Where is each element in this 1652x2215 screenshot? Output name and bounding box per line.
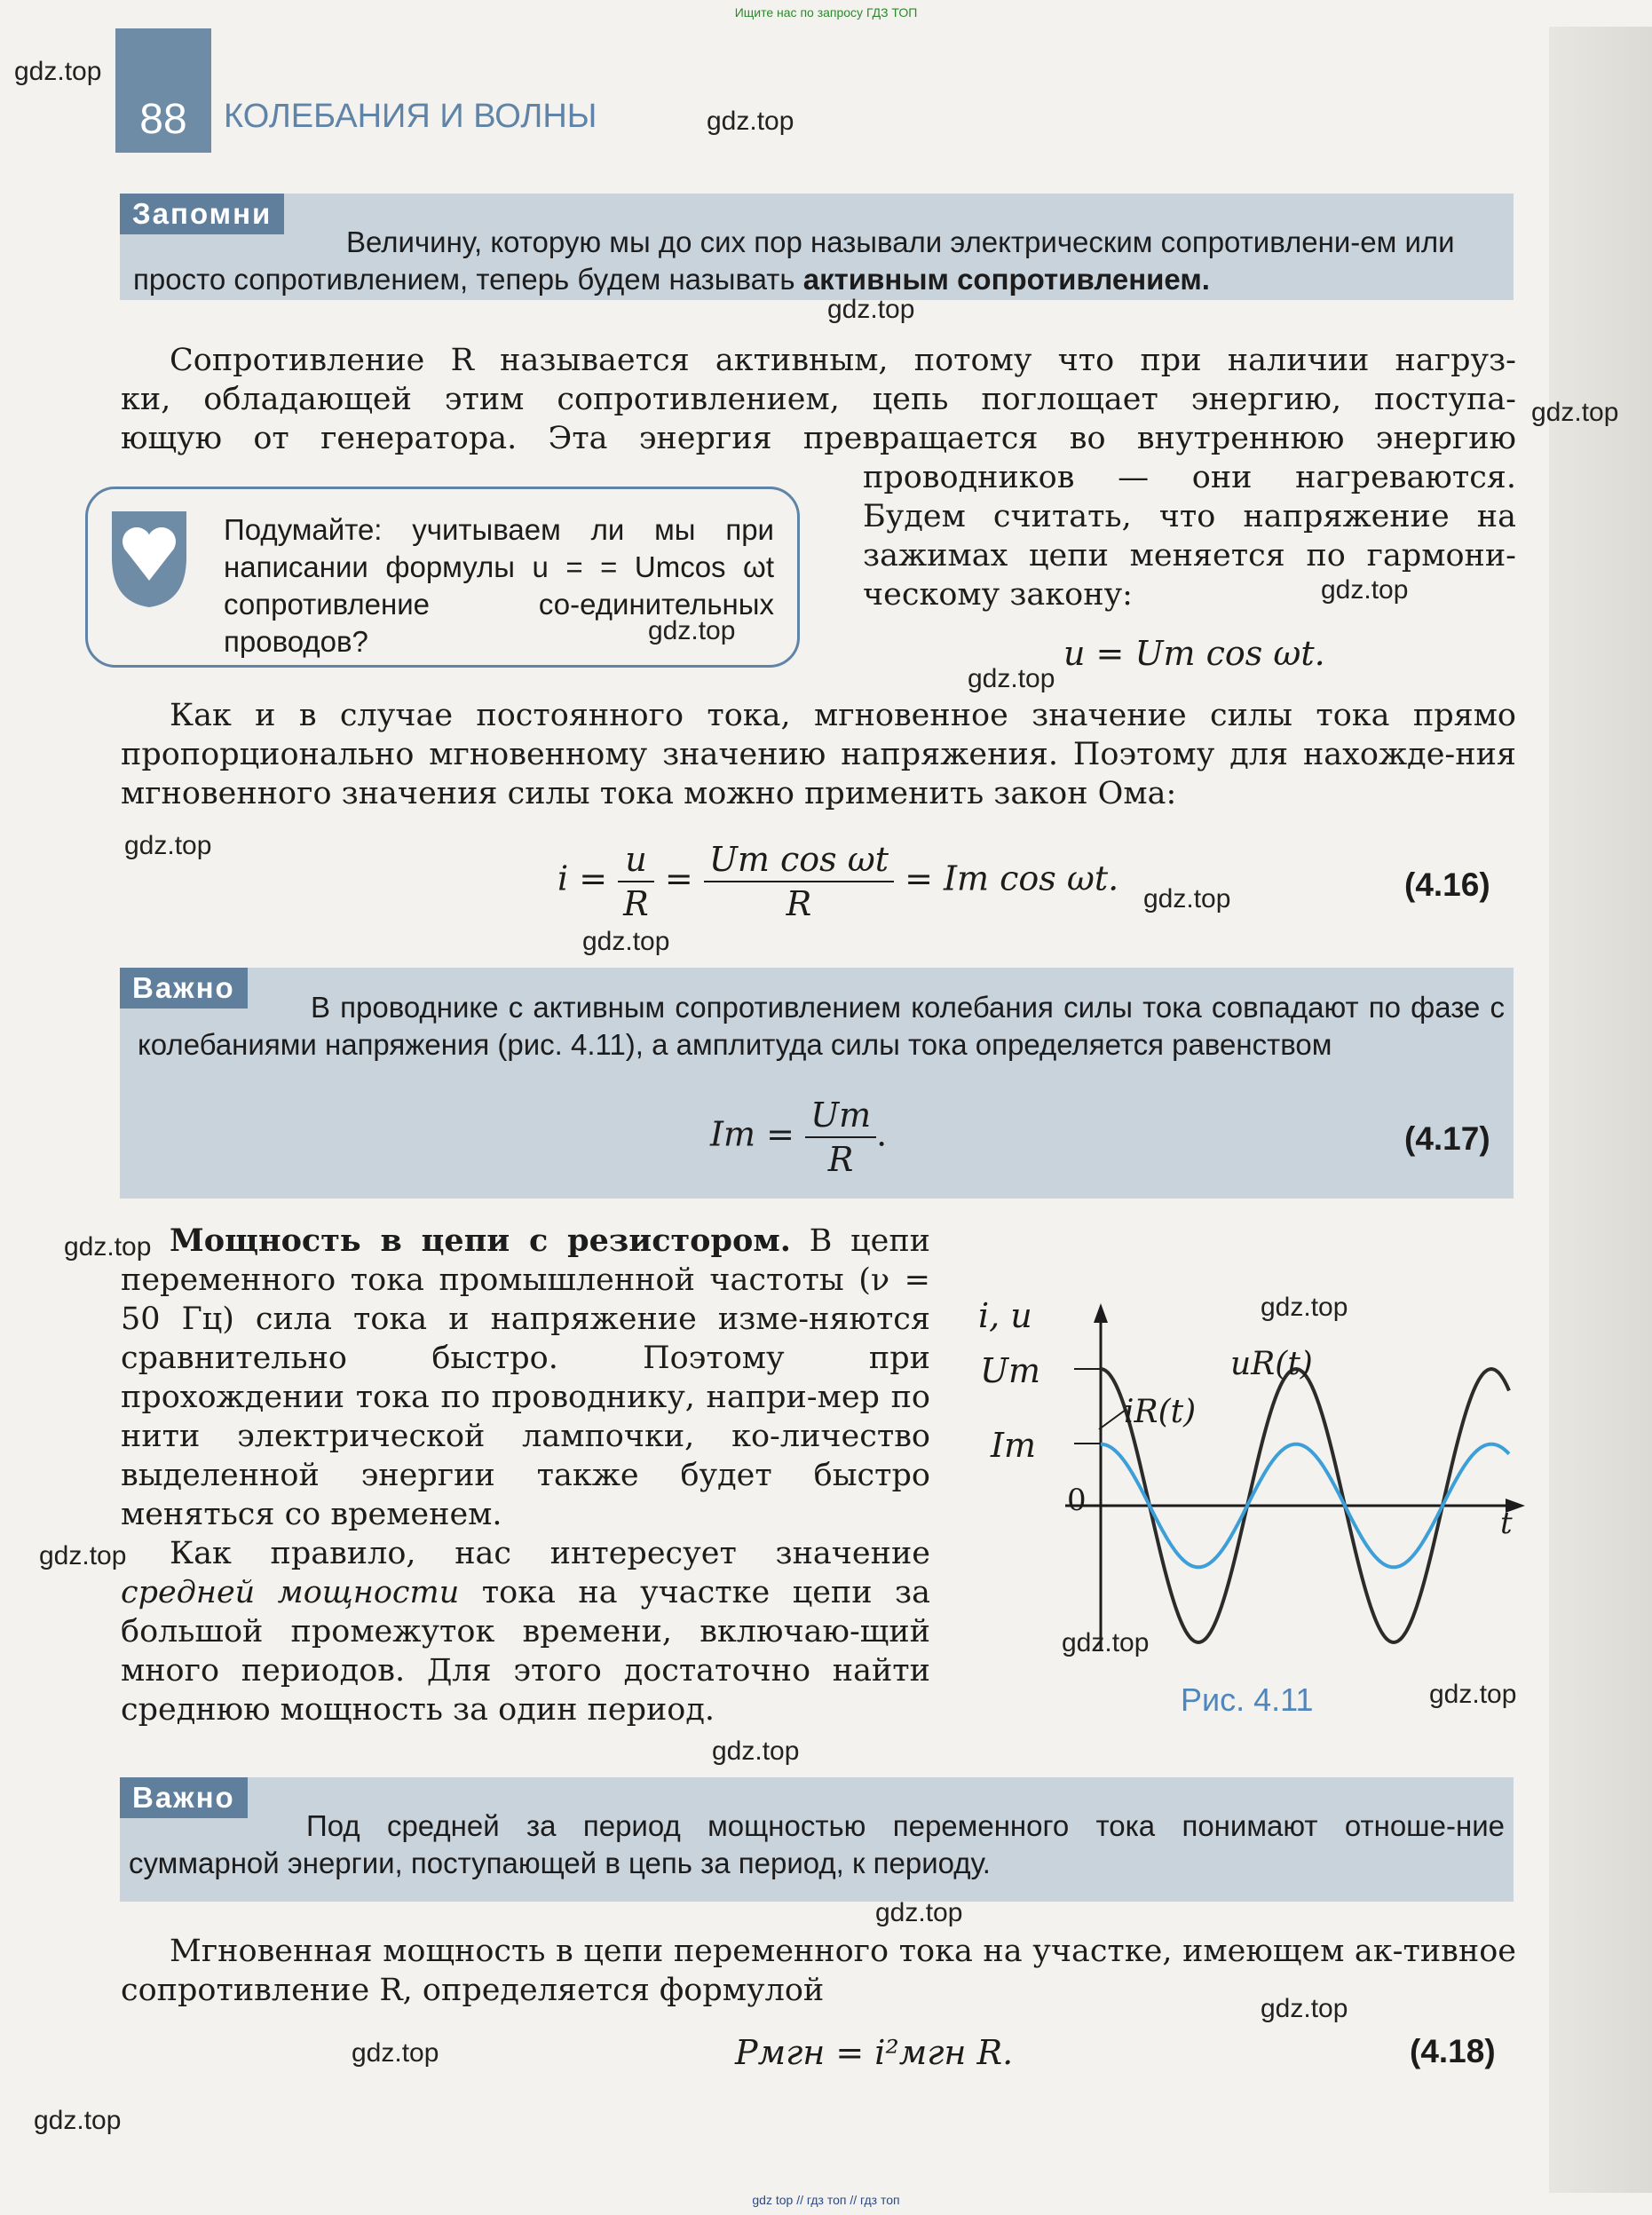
- section-title: КОЛЕБАНИЯ И ВОЛНЫ: [224, 98, 597, 135]
- page-edge: [1549, 27, 1652, 2193]
- equation-number-4-16: (4.16): [1404, 866, 1490, 903]
- paragraph-resistance-line6: зажимах цепи меняется по гармони-: [863, 538, 1516, 574]
- watermark: gdz.top: [968, 664, 1055, 693]
- figure-caption: Рис. 4.11: [1181, 1681, 1314, 1718]
- footer-links: gdz top // гдз топ // гдз топ: [752, 2193, 900, 2207]
- origin-label: 0: [1067, 1483, 1087, 1518]
- ir-pointer-line: [1099, 1410, 1126, 1429]
- paragraph-ohm-law: Как и в случае постоянного тока, мгновенное значение силы тока прямо пропорционально мгновенному значению напряжения. Поэтому для нахожде-ния мгновенного значения силы тока можно применить закон Ома:: [121, 698, 1516, 811]
- watermark: gdz.top: [582, 927, 670, 956]
- watermark: gdz.top: [1062, 1628, 1150, 1657]
- watermark: gdz.top: [64, 1232, 152, 1262]
- watermark: gdz.top: [1143, 884, 1231, 914]
- watermark: gdz.top: [1321, 575, 1409, 605]
- paragraph-resistance-line3: ющую от генератора. Эта энергия превращается во внутреннюю энергию: [121, 421, 1516, 456]
- paragraph-resistance-line2: ки, обладающей этим сопротивлением, цепь поглощает энергию, поступа-: [121, 382, 1516, 417]
- watermark: gdz.top: [352, 2038, 439, 2068]
- y-axis-label: i, u: [978, 1296, 1032, 1335]
- think-text: Подумайте: учитываем ли мы при написании формулы u = = Umcos ωt сопротивление со-единительных проводов?: [224, 513, 774, 658]
- x-axis-label: t: [1500, 1506, 1513, 1541]
- remember-text: Величину, которую мы до сих пор называли электрическим сопротивлени-ем или просто сопротивлением, теперь будем называть активным сопротивлением.: [133, 225, 1455, 296]
- ir-label: iR(t): [1124, 1394, 1197, 1430]
- watermark: gdz.top: [124, 831, 212, 860]
- think-icon: [105, 504, 194, 611]
- paragraph-average-power: Как правило, нас интересует значение средней мощности тока на участке цепи за большой промежуток времени, включаю-щий много периодов. Для этого достаточно найти среднюю мощность за один период.: [121, 1536, 931, 1728]
- watermark: gdz.top: [14, 57, 102, 86]
- paragraph-resistance-line7: ческому закону:: [863, 577, 1133, 613]
- watermark: gdz.top: [648, 616, 736, 645]
- watermark: gdz.top: [827, 295, 915, 324]
- top-notice: Ищите нас по запросу ГДЗ ТОП: [734, 5, 918, 20]
- equation-number-4-17: (4.17): [1404, 1120, 1490, 1157]
- watermark: gdz.top: [875, 1898, 963, 1927]
- equation-number-4-18: (4.18): [1410, 2033, 1496, 2069]
- um-label: Um: [980, 1351, 1041, 1390]
- important-tag-1: Важно: [120, 968, 248, 1009]
- watermark: gdz.top: [34, 2106, 122, 2135]
- ur-label: uR(t): [1230, 1346, 1313, 1382]
- watermark: gdz.top: [1261, 1994, 1348, 2023]
- important-text-1: В проводнике с активным сопротивлением колебания силы тока совпадают по фазе с колебаниями напряжения (рис. 4.11), а амплитуда силы тока определяется равенством: [138, 991, 1505, 1061]
- page-number: 88: [115, 28, 211, 153]
- equation-4-16: i = $\frac{u}{R}$ = $\frac{\text{Um cos ωt}}{R}$ = Im cos ωt.: [557, 840, 1119, 923]
- equation-4-18: Pмгн = i²мгн R.: [735, 2033, 1014, 2072]
- paragraph-instant-power: Мгновенная мощность в цепи переменного тока на участке, имеющем ак-тивное сопротивление R, определяется формулой: [121, 1934, 1516, 2008]
- equation-4-17: Im = $\frac{Um}{R}$ .: [710, 1096, 888, 1179]
- important-text-2: Под средней за период мощностью переменного тока понимают отноше-ние суммарной энергии, поступающей в цепь за период, к периоду.: [129, 1809, 1505, 1879]
- watermark: gdz.top: [1531, 398, 1619, 427]
- watermark: gdz.top: [712, 1736, 800, 1766]
- y-axis-arrow: [1094, 1303, 1108, 1323]
- figure-4-11: [968, 1296, 1536, 1669]
- paragraph-resistance-line4: проводников — они нагреваются.: [863, 460, 1516, 495]
- watermark: gdz.top: [707, 107, 794, 136]
- formula-voltage: u = Um cos ωt.: [1063, 634, 1325, 673]
- watermark: gdz.top: [1429, 1680, 1517, 1709]
- im-label: Im: [991, 1426, 1037, 1465]
- watermark: gdz.top: [1261, 1293, 1348, 1322]
- watermark: gdz.top: [39, 1541, 127, 1570]
- remember-tag: Запомни: [120, 194, 284, 234]
- paragraph-power: Мощность в цепи с резистором. В цепи переменного тока промышленной частоты (ν = 50 Гц) сила тока и напряжение изме-няются сравнительно быстро. Поэтому при прохождении тока по проводнику, напри-мер по нити электрической лампочки, ко-личество выделенной энергии также будет быстро меняться со временем.: [121, 1222, 930, 1532]
- paragraph-resistance-line5: Будем считать, что напряжение на: [863, 499, 1516, 534]
- paragraph-resistance-line1: Сопротивление R называется активным, потому что при наличии нагруз-: [170, 343, 1516, 378]
- important-tag-2: Важно: [120, 1777, 248, 1818]
